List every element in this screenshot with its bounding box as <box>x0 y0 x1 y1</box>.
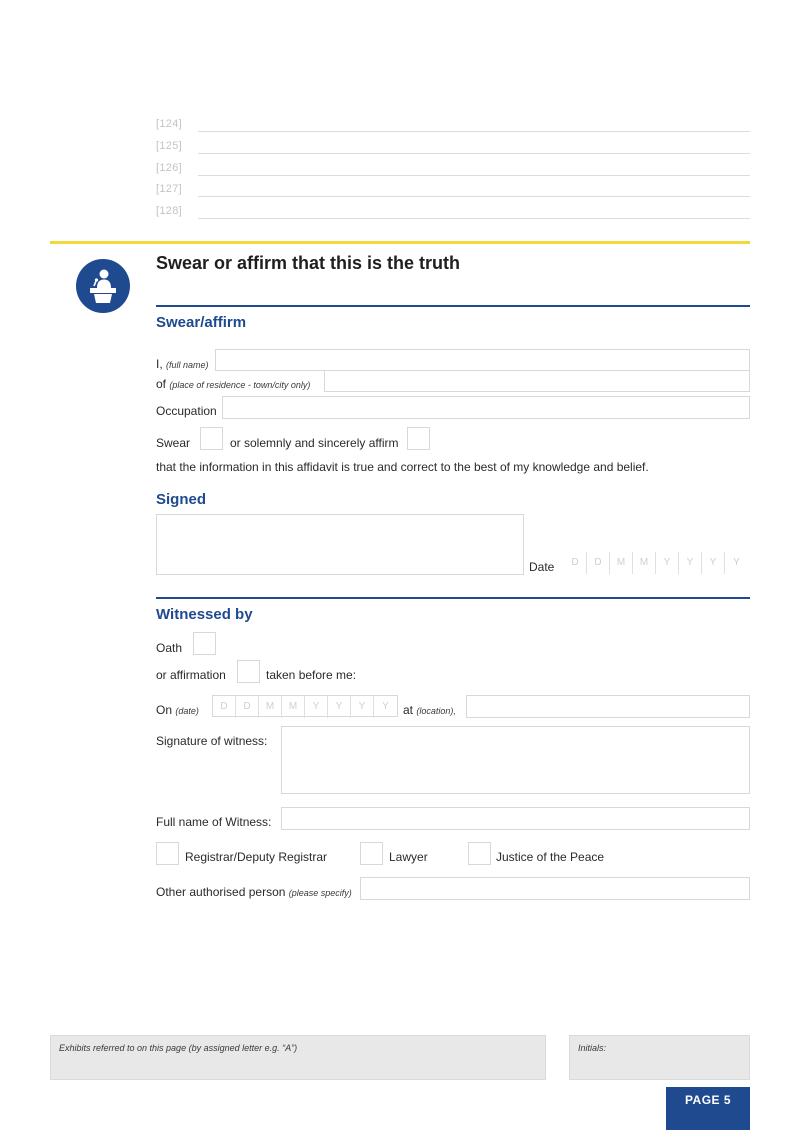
signature-box[interactable] <box>156 514 524 575</box>
on-label-text: On <box>156 703 173 717</box>
date-digit: D <box>587 552 610 574</box>
numbered-line-124[interactable] <box>156 116 750 136</box>
location-label <box>403 703 456 717</box>
on-date-label <box>156 703 199 717</box>
swear-label: Swear <box>156 436 191 450</box>
affirm-label: or solemnly and sincerely affirm <box>230 436 399 450</box>
other-label-text: Other authorised person <box>156 885 286 899</box>
affirm-checkbox[interactable] <box>407 427 430 450</box>
location-hint: (location), <box>416 706 456 716</box>
lawyer-checkbox[interactable] <box>360 842 383 865</box>
line-number: [128] <box>156 205 182 217</box>
witness-full-name-field[interactable] <box>281 807 750 830</box>
numbered-line-125[interactable] <box>156 138 750 158</box>
other-person-label <box>156 885 352 899</box>
date-digit: D <box>564 552 587 574</box>
writing-line <box>198 196 750 197</box>
full-name-field[interactable] <box>215 349 750 371</box>
oath-label: Oath <box>156 641 183 655</box>
registrar-label: Registrar/Deputy Registrar <box>185 850 328 864</box>
date-digit: Y <box>351 696 374 718</box>
other-hint: (please specify) <box>288 888 352 898</box>
residence-label-text: of <box>156 377 167 391</box>
date-digit: Y <box>305 696 328 718</box>
witness-full-name-label: Full name of Witness: <box>156 815 272 829</box>
affirmation-checkbox[interactable] <box>237 660 260 683</box>
date-digit: Y <box>733 557 740 568</box>
section-title: Swear or affirm that this is the truth <box>156 253 461 273</box>
page-number-badge: PAGE 5 <box>666 1087 750 1130</box>
full-name-hint: (full name) <box>166 360 209 370</box>
divider-witnessed <box>156 597 750 599</box>
exhibits-box[interactable] <box>50 1035 546 1080</box>
section-divider-yellow <box>50 241 750 244</box>
oath-checkbox[interactable] <box>193 632 216 655</box>
writing-line <box>198 175 750 176</box>
date-digit: Y <box>679 552 702 574</box>
full-name-label <box>156 357 209 371</box>
exhibits-label: Exhibits referred to on this page (by assigned letter e.g. “A”) <box>59 1043 298 1053</box>
divider-swear-affirm <box>156 305 750 307</box>
writing-line <box>198 218 750 219</box>
date-digit: D <box>236 696 259 718</box>
podium-speaker-icon <box>76 259 130 313</box>
date-digit: Y <box>328 696 351 718</box>
date-digit: M <box>259 696 282 718</box>
at-label-text: at <box>403 703 414 717</box>
residence-hint: (place of residence - town/city only) <box>169 380 311 390</box>
date-digit: M <box>610 552 633 574</box>
lawyer-label: Lawyer <box>389 850 428 864</box>
writing-line <box>198 153 750 154</box>
date-digit: M <box>633 552 656 574</box>
witness-signature-box[interactable] <box>281 726 750 794</box>
date-label: Date <box>529 560 555 574</box>
date-digit: D <box>213 696 236 718</box>
date-digit: Y <box>656 552 679 574</box>
occupation-field[interactable] <box>222 396 750 419</box>
initials-label: Initials: <box>578 1043 607 1053</box>
on-date-hint: (date) <box>175 706 199 716</box>
heading-witnessed: Witnessed by <box>156 606 253 623</box>
signed-date-field[interactable] <box>564 552 748 574</box>
date-digit: Y <box>382 701 389 712</box>
numbered-line-127[interactable] <box>156 181 750 201</box>
other-person-field[interactable] <box>360 877 750 900</box>
heading-signed: Signed <box>156 491 207 508</box>
numbered-line-126[interactable] <box>156 160 750 180</box>
witness-date-field[interactable] <box>212 695 398 717</box>
line-number: [124] <box>156 118 182 130</box>
location-field[interactable] <box>466 695 750 718</box>
line-number: [127] <box>156 183 182 195</box>
writing-line <box>198 131 750 132</box>
taken-before-label: taken before me: <box>266 668 357 682</box>
date-digit: Y <box>702 552 725 574</box>
justice-of-peace-label: Justice of the Peace <box>496 850 605 864</box>
witness-signature-label: Signature of witness: <box>156 734 268 748</box>
date-digit: M <box>282 696 305 718</box>
occupation-label: Occupation <box>156 404 217 418</box>
registrar-checkbox[interactable] <box>156 842 179 865</box>
full-name-label-text: I, <box>156 357 163 371</box>
initials-box[interactable] <box>569 1035 750 1080</box>
heading-swear-affirm: Swear/affirm <box>156 314 247 331</box>
line-number: [126] <box>156 162 182 174</box>
truth-statement: that the information in this affidavit is true and correct to the best of my knowledge and belief. <box>156 460 649 474</box>
justice-of-peace-checkbox[interactable] <box>468 842 491 865</box>
line-number: [125] <box>156 140 182 152</box>
residence-label <box>156 377 310 391</box>
residence-field[interactable] <box>324 370 750 392</box>
swear-checkbox[interactable] <box>200 427 223 450</box>
numbered-line-128[interactable] <box>156 203 750 223</box>
affirmation-label: or affirmation <box>156 668 226 682</box>
